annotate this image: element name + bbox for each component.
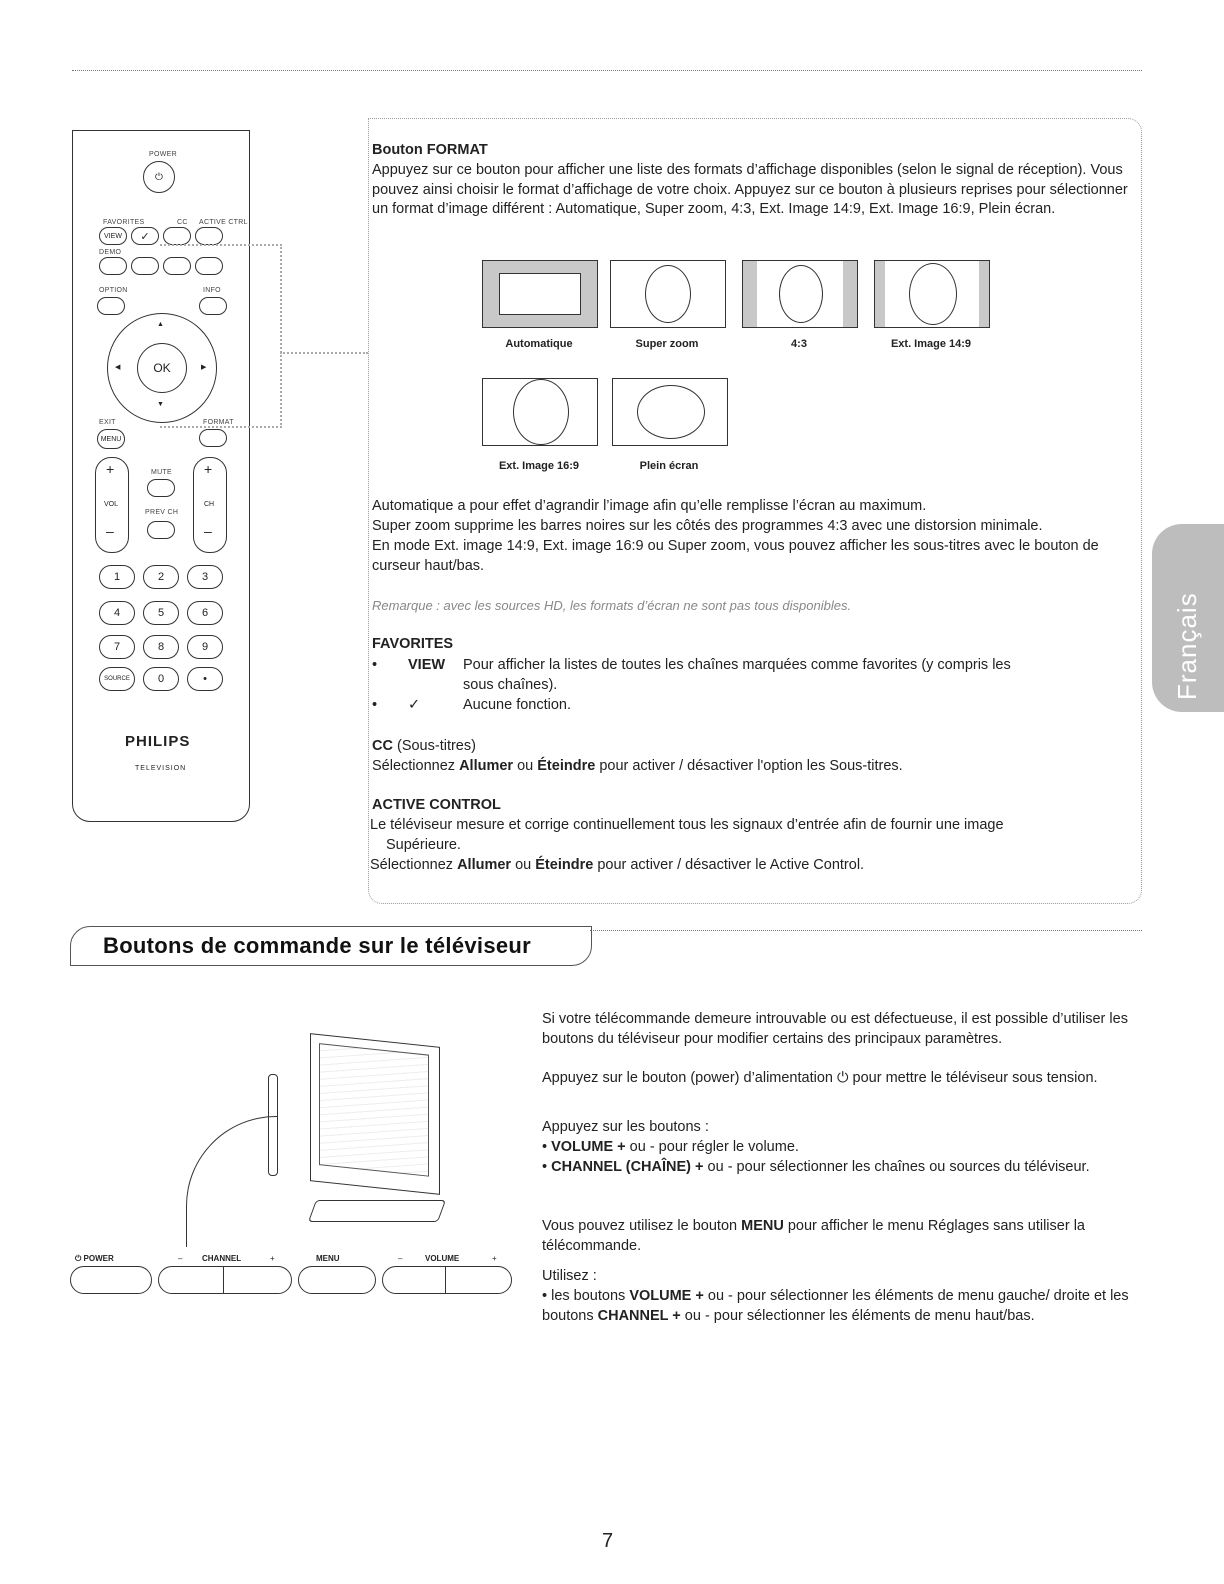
tv-vol-text: ou - pour régler le volume. xyxy=(629,1139,799,1155)
tv-menu-key: MENU xyxy=(741,1218,784,1234)
info-label: INFO xyxy=(203,287,221,294)
digit-6-button[interactable]: 6 xyxy=(187,601,223,625)
source-button[interactable]: SOURCE xyxy=(99,667,135,691)
cc-button[interactable] xyxy=(163,227,191,245)
option-button[interactable] xyxy=(97,297,125,315)
format-super-zoom-image xyxy=(610,260,726,328)
favorites-label: FAVORITES xyxy=(103,219,145,226)
connector-line xyxy=(280,352,368,354)
product-label: TELEVISION xyxy=(135,765,187,772)
active-control-title: ACTIVE CONTROL xyxy=(372,797,501,813)
format-ext-14-9-image xyxy=(874,260,990,328)
tv-channel-button[interactable] xyxy=(158,1266,292,1294)
format-body: Appuyez sur ce bouton pour afficher une liste des formats d’affichage disponibles (selon le signal de réception). Vous pouvez ainsi choisir le format d’affichage de votre choix. Appuyez sur ce bouton à plusieurs reprises pour sélectionner un format d’image différent : Automatique, Super zoom, 4:3, Ext. Image 14:9, Ext. Image 16:9, Plein écran. xyxy=(372,162,1128,217)
cc-title: CC xyxy=(372,738,393,754)
demo-button[interactable] xyxy=(99,257,127,275)
ch-label: CH xyxy=(204,501,215,508)
check-button[interactable]: ✓ xyxy=(131,227,159,245)
power-button[interactable] xyxy=(143,161,175,193)
favorites-view-key: VIEW xyxy=(408,657,446,673)
red-button[interactable] xyxy=(131,257,159,275)
cc-on: Allumer xyxy=(459,758,514,774)
cc-off: Éteindre xyxy=(537,758,596,774)
ac-on: Allumer xyxy=(457,857,512,873)
format-label-plein-ecran: Plein écran xyxy=(639,460,699,472)
format-label-ext-14-9: Ext. Image 14:9 xyxy=(890,338,972,350)
view-button[interactable]: VIEW xyxy=(99,227,127,245)
digit-5-button[interactable]: 5 xyxy=(143,601,179,625)
option-label: OPTION xyxy=(99,287,128,294)
format-ext-16-9-image xyxy=(482,378,598,446)
format-button[interactable] xyxy=(199,429,227,447)
ac-pre: Sélectionnez xyxy=(370,857,454,873)
tv-ch-key: CHANNEL (CHAÎNE) + xyxy=(551,1159,704,1175)
format-label-super-zoom: Super zoom xyxy=(635,338,699,350)
ok-button[interactable]: OK xyxy=(137,343,187,393)
brand-logo: PHILIPS xyxy=(125,733,191,750)
tv-use-ch: CHANNEL + xyxy=(597,1307,681,1324)
cc-post: pour activer / désactiver l'option les Sous-titres. xyxy=(599,758,903,774)
digit-2-button[interactable]: 2 xyxy=(143,565,179,589)
tv-menu-button[interactable] xyxy=(298,1266,376,1294)
exit-label: EXIT xyxy=(99,419,116,426)
cc-mid: ou xyxy=(517,758,534,774)
down-arrow-icon: ▼ xyxy=(157,401,164,408)
cc-label: CC xyxy=(177,219,188,226)
tv-menu-post: pour afficher le menu Réglages sans utiliser la télécommande. xyxy=(542,1218,1085,1254)
tv-illustration xyxy=(310,1033,440,1195)
active-control-line1-cont: Supérieure. xyxy=(386,837,461,853)
tv-use-mid: ou - pour sélectionner les éléments de menu gauche/ droite et les boutons xyxy=(542,1288,1129,1324)
tv-menu-text xyxy=(542,1217,1122,1256)
cc-title-suffix: (Sous-titres) xyxy=(396,738,476,754)
up-arrow-icon: ▲ xyxy=(157,321,164,328)
tv-volume-item: • VOLUME + ou - pour régler le volume. xyxy=(542,1139,799,1155)
digit-8-button[interactable]: 8 xyxy=(143,635,179,659)
tv-power-button[interactable] xyxy=(70,1266,152,1294)
digit-9-button[interactable]: 9 xyxy=(187,635,223,659)
ch-plus: + xyxy=(204,461,213,477)
left-arrow-icon: ◀ xyxy=(115,364,121,371)
vol-plus: + xyxy=(106,461,115,477)
tv-vol-key: VOLUME + xyxy=(551,1139,626,1155)
active-control-line1: Le téléviseur mesure et corrige continuellement tous les signaux d’entrée afin de fournir une image xyxy=(370,817,1004,833)
tv-vol-minus: – xyxy=(398,1254,403,1263)
language-tab-label: Français xyxy=(1172,592,1202,700)
tv-use-vol: VOLUME + xyxy=(629,1288,704,1304)
callout-line xyxy=(186,1116,277,1247)
format-para-subtitles: En mode Ext. image 14:9, Ext. image 16:9 ou Super zoom, vous pouvez afficher les sous-titres avec le bouton de curseur haut/bas. xyxy=(372,538,1099,574)
favorites-bullet-1: • xyxy=(372,657,378,673)
remote-control xyxy=(72,130,250,822)
prev-ch-button[interactable] xyxy=(147,521,175,539)
favorites-check-key: ✓ xyxy=(408,697,421,713)
ch-minus: – xyxy=(204,523,212,539)
digit-4-button[interactable]: 4 xyxy=(99,601,135,625)
tv-channel-item: • CHANNEL (CHAÎNE) + ou - pour sélectionner les chaînes ou sources du téléviseur. xyxy=(542,1159,1090,1175)
mute-button[interactable] xyxy=(147,479,175,497)
connector-lines xyxy=(160,244,282,428)
format-label: FORMAT xyxy=(203,419,234,426)
vol-label: VOL xyxy=(104,501,119,508)
top-rule xyxy=(72,70,1142,71)
tv-channel-label: CHANNEL xyxy=(202,1254,242,1263)
active-ctrl-label: ACTIVE CTRL xyxy=(199,219,248,226)
power-icon: ⏻ xyxy=(155,171,163,183)
tv-use-post: ou - pour sélectionner les éléments de menu haut/bas. xyxy=(684,1307,1035,1324)
tv-menu-label: MENU xyxy=(316,1254,340,1263)
ac-post: pour activer / désactiver le Active Control. xyxy=(597,857,865,873)
page-number: 7 xyxy=(602,1530,614,1552)
cc-pre: Sélectionnez xyxy=(372,758,456,774)
tv-intro: Si votre télécommande demeure introuvable ou est défectueuse, il est possible d’utiliser les boutons du téléviseur pour modifier certains des principaux paramètres. xyxy=(542,1011,1128,1047)
format-label-automatique: Automatique xyxy=(505,338,573,350)
vol-minus: – xyxy=(106,523,114,539)
tv-vol-plus: + xyxy=(492,1254,497,1263)
tv-menu-pre: Vous pouvez utilisez le bouton xyxy=(542,1218,738,1234)
format-title: Bouton FORMAT xyxy=(372,142,488,158)
cc-text xyxy=(372,757,903,777)
tv-power-post: pour mettre le téléviseur sous tension. xyxy=(852,1070,1098,1086)
tv-use-pre: les boutons xyxy=(551,1288,626,1304)
section-title-frame xyxy=(70,926,592,966)
digit-0-button[interactable]: 0 xyxy=(143,667,179,691)
format-label-ext-16-9: Ext. Image 16:9 xyxy=(498,460,580,472)
favorites-view-text: Pour afficher la listes de toutes les chaînes marquées comme favorites (y compris les xyxy=(463,657,1011,673)
tv-press: Appuyez sur les boutons : xyxy=(542,1119,709,1135)
favorites-bullet-2: • xyxy=(372,697,378,713)
tv-volume-button[interactable] xyxy=(382,1266,512,1294)
right-arrow-icon: ▶ xyxy=(201,364,207,371)
format-plein-ecran-image xyxy=(612,378,728,446)
favorites-check-text: Aucune fonction. xyxy=(463,697,572,713)
mute-label: MUTE xyxy=(151,469,173,476)
tv-volume-label: VOLUME xyxy=(425,1254,460,1263)
format-automatique-image xyxy=(482,260,598,328)
format-4-3-image xyxy=(742,260,858,328)
dot-button[interactable]: • xyxy=(187,667,223,691)
tv-use: Utilisez : xyxy=(542,1268,597,1284)
tv-ch-minus: – xyxy=(178,1254,183,1263)
power-symbol-icon: ⏻ xyxy=(837,1070,849,1086)
demo-label: DEMO xyxy=(99,249,122,256)
cc-heading xyxy=(372,737,476,757)
active-ctrl-button[interactable] xyxy=(195,227,223,245)
section-title: Boutons de commande sur le téléviseur xyxy=(103,933,531,958)
digit-3-button[interactable]: 3 xyxy=(187,565,223,589)
tv-power-pre: Appuyez sur le bouton (power) d’alimentation xyxy=(542,1070,833,1086)
digit-1-button[interactable]: 1 xyxy=(99,565,135,589)
tv-ch-text: ou - pour sélectionner les chaînes ou sources du téléviseur. xyxy=(707,1159,1090,1175)
tv-power-label: ⏻ POWER xyxy=(75,1254,114,1263)
format-note: Remarque : avec les sources HD, les formats d’écran ne sont pas tous disponibles. xyxy=(372,598,852,613)
format-para-super-zoom: Super zoom supprime les barres noires sur les côtés des programmes 4:3 avec une distorsion minimale. xyxy=(372,518,1043,534)
ac-off: Éteindre xyxy=(535,857,594,873)
power-label: POWER xyxy=(149,151,177,158)
format-para-automatique: Automatique a pour effet d’agrandir l’image afin qu’elle remplisse l’écran au maximum. xyxy=(372,498,927,514)
digit-7-button[interactable]: 7 xyxy=(99,635,135,659)
tv-use-item: • les boutons VOLUME + ou - pour sélectionner les éléments de menu gauche/ droite et les boutons CHANNEL + ou - pour sélectionner les éléments de menu haut/bas. xyxy=(542,1288,1129,1324)
favorites-view-text-cont: sous chaînes). xyxy=(463,677,558,693)
section-rule xyxy=(590,930,1142,931)
menu-button[interactable]: MENU xyxy=(97,429,125,449)
format-label-4-3: 4:3 xyxy=(791,338,807,350)
favorites-title: FAVORITES xyxy=(372,636,454,652)
tv-stand xyxy=(308,1200,446,1222)
ac-mid: ou xyxy=(515,857,532,873)
prev-ch-label: PREV CH xyxy=(145,509,179,516)
active-control-text xyxy=(370,856,864,876)
tv-ch-plus: + xyxy=(270,1254,275,1263)
tv-power-text xyxy=(542,1069,1142,1089)
